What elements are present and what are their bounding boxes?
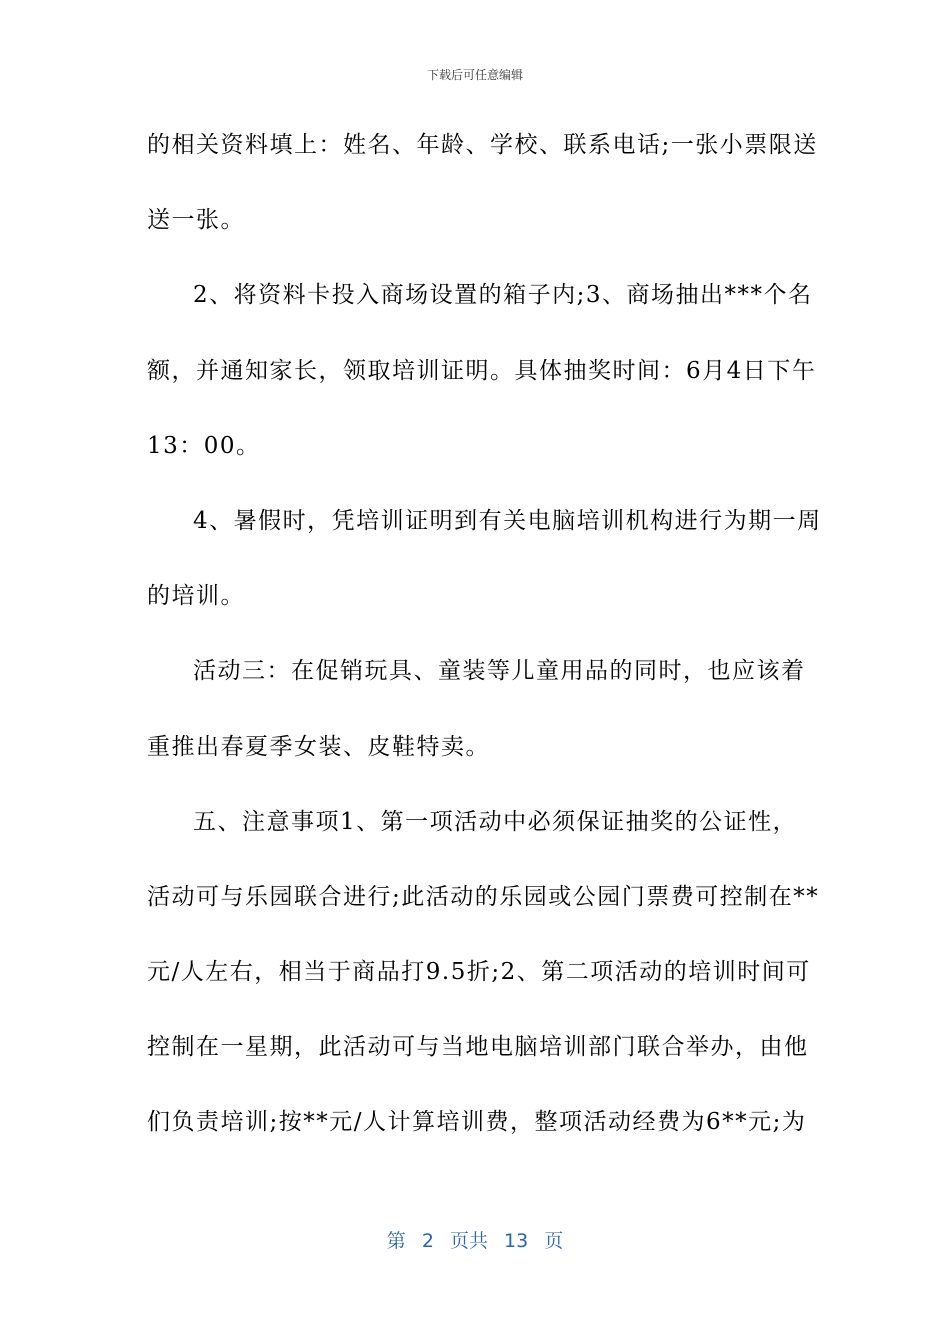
text-line: 活动三：在促销玩具、童装等儿童用品的同时，也应该着	[193, 658, 806, 685]
text-line: 额，并通知家长，领取培训证明。具体抽奖时间：6月4日下午	[147, 357, 817, 384]
text-line: 们负责培训;按**元/人计算培训费，整项活动经费为6**元;为	[147, 1109, 807, 1136]
page-header: 下载后可任意编辑	[426, 68, 523, 82]
text-line: 活动可与乐园联合进行;此活动的乐园或公园门票费可控制在**	[147, 883, 820, 910]
page-footer: 第 2 页共 13 页	[386, 1230, 564, 1252]
text-line: 13：00。	[147, 432, 261, 459]
text-line: 五、注意事项1、第一项活动中必须保证抽奖的公证性，	[193, 808, 798, 835]
text-line: 的相关资料填上：姓名、年龄、学校、联系电话;一张小票限送	[147, 132, 818, 158]
text-line: 4、暑假时，凭培训证明到有关电脑培训机构进行为期一周	[193, 507, 822, 534]
document-body	[147, 122, 822, 1175]
text-line: 重推出春夏季女装、皮鞋特卖。	[147, 733, 490, 760]
text-line: 送一张。	[147, 207, 245, 234]
text-line: 2、将资料卡投入商场设置的箱子内;3、商场抽出***个名	[193, 282, 813, 309]
text-line: 的培训。	[147, 583, 245, 610]
text-line: 控制在一星期，此活动可与当地电脑培训部门联合举办，由他	[147, 1034, 809, 1061]
text-line: 元/人左右，相当于商品打9.5折;2、第二项活动的培训时间可	[147, 959, 811, 986]
